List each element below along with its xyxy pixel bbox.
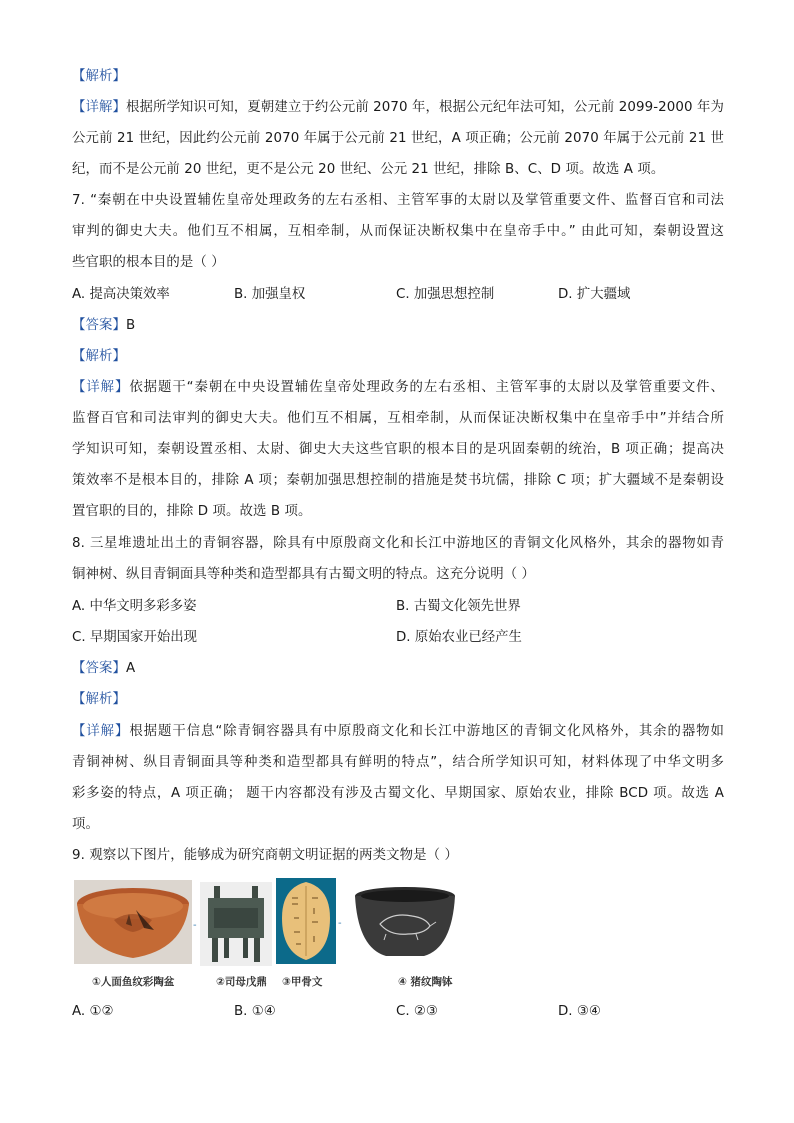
q8-option-a: A. 中华文明多彩多姿 (72, 599, 197, 614)
q7-option-a: A. 提高决策效率 (72, 287, 170, 302)
question-8-stem: 8. 三星堆遗址出土的青铜容器，除具有中原殷商文化和长江中游地区的青铜文化风格外，其余的器物如青 (72, 536, 724, 551)
detail-line: 【详解】根据所学知识可知，夏朝建立于约公元前 2070 年，根据公元纪年法可知，公元前 2099-2000 年为 (72, 100, 724, 115)
artifact-figure (74, 878, 474, 990)
q8-answer: 【答案】A (72, 661, 136, 676)
oracle-bone-image (276, 878, 336, 964)
q7-detail-line: 监督百官和司法审判的御史大夫。他们互不相属，互相牵制，从而保证决断权集中在皇帝手中”并结合所 (72, 411, 724, 426)
pig-pattern-pottery-bowl-image (346, 882, 464, 964)
q8-analysis-label: 【解析】 (72, 692, 126, 707)
question-9-stem: 9. 观察以下图片，能够成为研究商朝文明证据的两类文物是（ ） (72, 848, 458, 863)
q8-option-c: C. 早期国家开始出现 (72, 630, 197, 645)
q9-option-b: B. ①④ (234, 1004, 276, 1019)
detail-line: 纪，而不是公元前 20 世纪，更不是公元 20 世纪、公元 21 世纪，排除 B、C、D 项。故选 A 项。 (72, 162, 665, 177)
question-7-stem: 审判的御史大夫。他们互不相属，互相牵制，从而保证决断权集中在皇帝手中。” 由此可知，秦朝设置这 (72, 224, 724, 239)
q7-answer: 【答案】B (72, 318, 136, 333)
q7-analysis-label: 【解析】 (72, 349, 126, 364)
q8-option-b: B. 古蜀文化领先世界 (396, 599, 521, 614)
question-7-stem: 些官职的根本目的是（ ） (72, 255, 225, 270)
bronze-ding-image (200, 882, 272, 966)
dash-separator: - (338, 918, 342, 929)
caption-2: ②司母戊鼎 (216, 976, 267, 988)
question-7-stem: 7. “秦朝在中央设置辅佐皇帝处理政务的左右丞相、主管军事的太尉以及掌管重要文件、监督百官和司法 (72, 193, 724, 208)
q7-option-b: B. 加强皇权 (234, 287, 306, 302)
q8-detail-line: 彩多姿的特点，A 项正确； 题干内容都没有涉及古蜀文化、早期国家、原始农业，排除 BCD 项。故选 A (72, 786, 724, 801)
caption-1: ①人面鱼纹彩陶盆 (92, 976, 175, 988)
q9-option-a: A. ①② (72, 1004, 114, 1019)
q7-detail-line: 【详解】依据题干“秦朝在中央设置辅佐皇帝处理政务的左右丞相、主管军事的太尉以及掌管重要文件、 (72, 380, 725, 395)
q7-detail-line: 学知识可知，秦朝设置丞相、太尉、御史大夫这些官职的根本目的是巩固秦朝的统治，B 项正确；提高决 (72, 442, 724, 457)
q9-option-c: C. ②③ (396, 1004, 438, 1019)
q7-option-d: D. 扩大疆域 (558, 287, 631, 302)
question-8-stem: 铜神树、纵目青铜面具等种类和造型都具有古蜀文明的特点。这充分说明（ ） (72, 567, 536, 582)
q8-detail-line: 青铜神树、纵目青铜面具等种类和造型都具有鲜明的特点”，结合所学知识可知，材料体现了中华文明多 (72, 755, 724, 770)
caption-4: ④ 猪纹陶钵 (398, 976, 453, 988)
painted-pottery-basin-image (74, 880, 192, 964)
q7-option-c: C. 加强思想控制 (396, 287, 495, 302)
q8-detail-line: 项。 (72, 817, 99, 832)
q7-detail-line: 策效率不是根本目的，排除 A 项；秦朝加强思想控制的措施是焚书坑儒，排除 C 项；扩大疆域不是秦朝设 (72, 473, 724, 488)
analysis-label: 【解析】 (72, 69, 126, 84)
detail-line: 公元前 21 世纪，因此约公元前 2070 年属于公元前 21 世纪，A 项正确；公元前 2070 年属于公元前 21 世 (72, 131, 724, 146)
q8-detail-line: 【详解】根据题干信息“除青铜容器具有中原殷商文化和长江中游地区的青铜文化风格外，其余的器物如 (72, 724, 725, 739)
q8-option-d: D. 原始农业已经产生 (396, 630, 522, 645)
q9-option-d: D. ③④ (558, 1004, 601, 1019)
dash-separator: - (193, 920, 197, 931)
caption-3: ③甲骨文 (282, 976, 323, 988)
q7-detail-line: 置官职的目的，排除 D 项。故选 B 项。 (72, 504, 312, 519)
